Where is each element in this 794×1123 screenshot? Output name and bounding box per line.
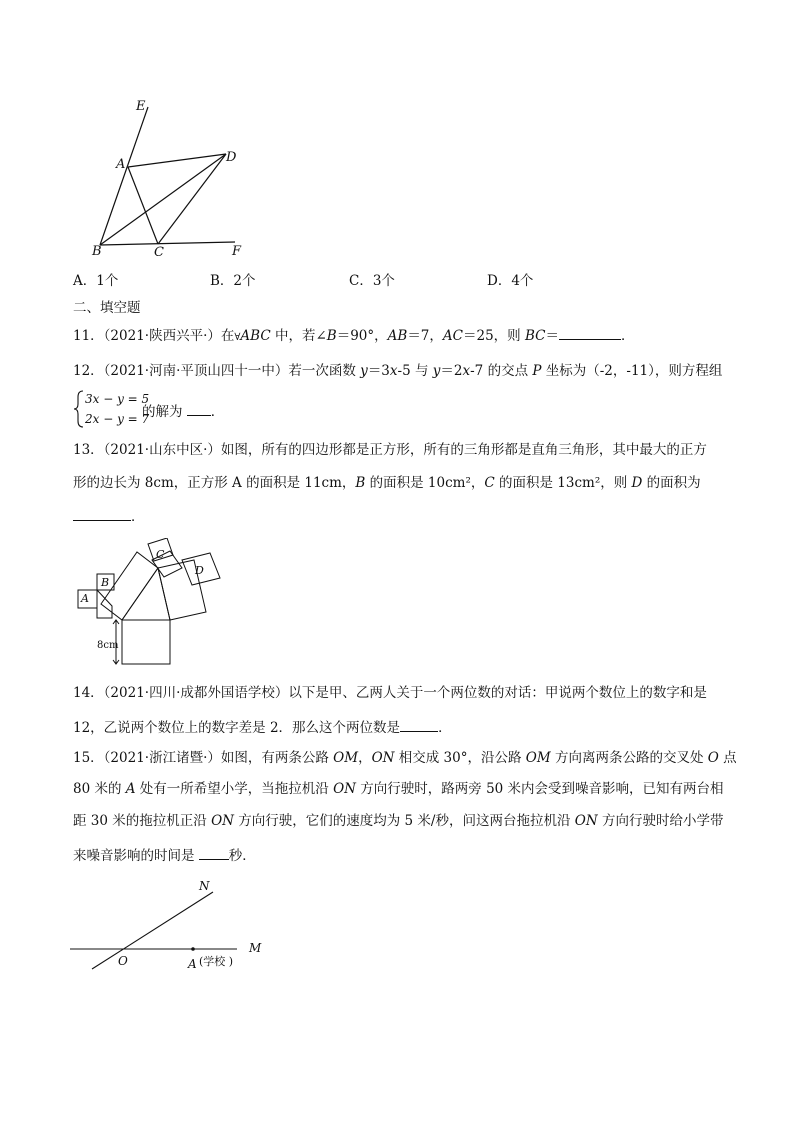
ray-BE (100, 107, 148, 245)
question-15-line3: 距 30 米的拖拉机正沿 ON 方向行驶，它们的速度均为 5 米/秒，问这两台拖拉机沿 ON 方向行驶时给小学带 (73, 813, 724, 829)
equation-system-brace (73, 389, 85, 429)
q10-option-a: A．1个 (73, 273, 119, 289)
figure-q15 (65, 872, 275, 977)
label-F: F (232, 244, 242, 259)
equation-2: 2x − y = 7 (85, 412, 150, 426)
question-11: 11．（2021·陕西兴平·）在∀ABC 中，若∠B＝90°，AB＝7，AC＝25，则 BC＝ ． (73, 325, 635, 347)
figure-q10 (80, 95, 260, 265)
label-C: C (156, 548, 165, 561)
q10-option-b: B．2个 (210, 273, 256, 289)
label-D: D (195, 564, 204, 577)
question-15-line2: 80 米的 A 处有一所希望小学，当拖拉机沿 ON 方向行驶时，路两旁 50 米内会受到噪音影响，已知有两台相 (73, 781, 724, 797)
label-A: A (188, 957, 197, 971)
q10-option-c: C．3个 (349, 273, 395, 289)
answer-blank-15[interactable] (199, 845, 229, 860)
label-school: (学校 ) (199, 955, 234, 968)
label-O: O (118, 954, 128, 968)
section-title-fill-blank: 二、填空题 (73, 300, 141, 316)
figure-q13 (70, 538, 230, 668)
ray-BF (100, 242, 235, 245)
question-15-line1: 15．（2021·浙江诸暨·）如图，有两条公路 OM，ON 相交成 30°，沿公路 OM 方向离两条公路的交叉处 O 点 (73, 750, 737, 766)
point-A (191, 947, 195, 951)
answer-blank-11[interactable] (559, 325, 621, 340)
question-15-line4: 来噪音影响的时间是 秒． (73, 845, 256, 865)
label-B: B (101, 576, 110, 589)
question-13-line3: ． (73, 506, 145, 526)
label-A: A (116, 157, 126, 172)
answer-blank-12[interactable] (187, 401, 211, 416)
label-M: M (249, 941, 262, 955)
segment-CD (158, 154, 226, 244)
question-12-line2: 的解为 ． (142, 401, 224, 421)
question-14-line1: 14．（2021·四川·成都外国语学校）以下是甲、乙两人关于一个两位数的对话：甲说两个数位上的数字和是 (73, 685, 707, 701)
question-14-line2: 12，乙说两个数位上的数字差是 2．那么这个两位数是 ． (73, 717, 452, 737)
square-left-mid (101, 552, 158, 620)
label-D: D (226, 150, 237, 165)
label-E: E (136, 99, 146, 114)
question-13-line2: 形的边长为 8cm，正方形 A 的面积是 11cm，B 的面积是 10cm²，C 的面积是 13cm²，则 D 的面积为 (73, 475, 701, 491)
label-A: A (81, 592, 89, 605)
q10-option-d: D．4个 (487, 273, 534, 289)
answer-blank-14[interactable] (400, 717, 438, 732)
question-13-line1: 13．（2021·山东中区·）如图，所有的四边形都是正方形，所有的三角形都是直角三角形，其中最大的正方 (73, 442, 707, 458)
question-12-line1: 12．（2021·河南·平顶山四十一中）若一次函数 y＝3x-5 与 y＝2x-7 的交点 P 坐标为（-2，-11），则方程组 (73, 363, 723, 379)
label-B: B (92, 244, 102, 259)
label-N: N (199, 879, 210, 893)
segment-AC (128, 167, 158, 244)
label-C: C (154, 245, 164, 260)
largest-square (122, 620, 170, 664)
equation-1: 3x − y = 5 (85, 392, 150, 406)
label-side-length: 8cm (97, 640, 119, 651)
answer-blank-13[interactable] (73, 506, 131, 521)
triangle-left-small (97, 590, 112, 618)
